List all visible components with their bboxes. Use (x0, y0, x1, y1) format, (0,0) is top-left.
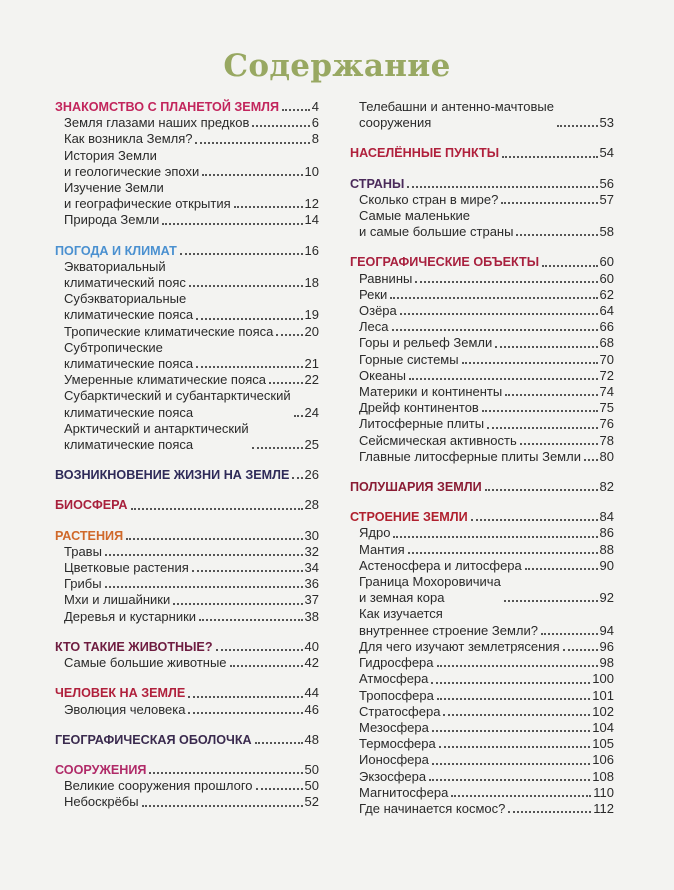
section-title: ЗНАКОМСТВО С ПЛАНЕТОЙ ЗЕМЛЯ (55, 100, 280, 114)
toc-entry[interactable] (350, 319, 614, 335)
dot-leader (105, 554, 303, 556)
toc-entry[interactable] (350, 688, 614, 704)
toc-entry[interactable] (350, 208, 614, 240)
entry-title: Самые маленькие и самые большие страны (359, 208, 514, 240)
dot-leader (485, 489, 598, 491)
page-number: 30 (304, 527, 319, 543)
page-number: 21 (304, 356, 319, 372)
entry-title: История Земли и геологические эпохи (64, 147, 200, 179)
toc-entry[interactable] (350, 671, 614, 687)
page-number: 56 (599, 175, 614, 191)
toc-section (55, 762, 319, 811)
dot-leader (189, 285, 303, 287)
entry-title: Природа Земли (64, 212, 160, 228)
section-title: СТРОЕНИЕ ЗЕМЛИ (350, 510, 468, 525)
toc-entry[interactable] (350, 416, 614, 432)
toc-entry[interactable] (55, 148, 319, 180)
page-number: 42 (304, 655, 319, 671)
dot-leader (451, 795, 591, 797)
toc-entry[interactable] (55, 340, 319, 372)
page-number: 40 (304, 638, 319, 654)
toc-entry[interactable] (350, 192, 614, 208)
dot-leader (541, 633, 598, 635)
toc-entry[interactable] (55, 592, 319, 608)
entry-title: Земля глазами наших предков (64, 115, 250, 131)
toc-entry[interactable] (55, 388, 319, 420)
page-number: 90 (599, 557, 614, 573)
toc-entry[interactable] (55, 180, 319, 212)
entry-title: Субтропические климатические пояса (64, 339, 194, 372)
dot-leader (192, 570, 303, 572)
toc-section (55, 685, 319, 717)
toc-entry[interactable] (350, 736, 614, 752)
page-number: 18 (304, 275, 319, 291)
page-number: 105 (592, 736, 614, 752)
page-number: 10 (304, 163, 319, 179)
page-number: 26 (304, 467, 319, 483)
dot-leader (407, 186, 597, 188)
toc-entry[interactable] (55, 421, 319, 453)
entry-title: Где начинается космос? (359, 800, 506, 816)
entry-title: Озёра (359, 303, 397, 319)
section-title: НАСЕЛЁННЫЕ ПУНКТЫ (350, 146, 500, 161)
page-number: 32 (304, 543, 319, 559)
toc-entry[interactable] (350, 449, 614, 465)
dot-leader (162, 223, 302, 225)
dot-leader (495, 346, 597, 348)
page-number: 80 (599, 448, 614, 464)
dot-leader (502, 156, 597, 158)
dot-leader (255, 742, 303, 744)
entry-title: Атмосфера (359, 671, 429, 687)
dot-leader (504, 600, 598, 602)
entry-title: Как возникла Земля? (64, 131, 193, 147)
page-number: 24 (304, 404, 319, 420)
toc-section (55, 99, 319, 229)
toc-section-heading[interactable] (350, 509, 614, 525)
page-number: 22 (304, 372, 319, 388)
dot-leader (202, 174, 302, 176)
dot-leader (196, 318, 302, 320)
dot-leader (431, 682, 590, 684)
dot-leader (400, 313, 598, 315)
entry-title: Эволюция человека (64, 701, 186, 717)
page-number: 25 (304, 437, 319, 453)
dot-leader (180, 253, 303, 255)
toc-entry[interactable] (350, 287, 614, 303)
page-number: 94 (599, 622, 614, 638)
dot-leader (462, 362, 598, 364)
dot-leader (188, 696, 302, 698)
page-number: 44 (304, 685, 319, 701)
entry-title: Великие сооружения прошлого (64, 778, 253, 794)
page-number: 110 (593, 784, 614, 800)
toc-section-heading[interactable] (55, 732, 319, 748)
dot-leader (429, 779, 590, 781)
page-number: 46 (304, 701, 319, 717)
page-number: 75 (599, 400, 614, 416)
toc-section-heading[interactable] (55, 639, 319, 655)
page-number: 34 (304, 560, 319, 576)
page-number: 112 (593, 800, 614, 816)
dot-leader (188, 712, 302, 714)
section-title: РАСТЕНИЯ (55, 528, 124, 543)
page-number: 100 (592, 671, 614, 687)
page-number: 58 (599, 224, 614, 240)
toc-entry[interactable] (350, 303, 614, 319)
entry-title: Арктический и антарктический климатические пояса (64, 420, 249, 453)
entry-title: Дрейф континентов (359, 400, 479, 416)
entry-title: Тропосфера (359, 687, 434, 703)
page-number: 60 (599, 270, 614, 286)
toc-entry[interactable] (350, 352, 614, 368)
section-title: СТРАНЫ (350, 176, 405, 191)
page-number: 78 (599, 432, 614, 448)
entry-title: Экваториальный климатический пояс (64, 258, 186, 291)
page-number: 53 (599, 115, 614, 131)
toc-entry[interactable] (350, 769, 614, 785)
page-number: 76 (599, 416, 614, 432)
toc-section (55, 732, 319, 748)
toc-entry[interactable] (55, 324, 319, 340)
page-number: 92 (599, 590, 614, 606)
toc-section (55, 497, 319, 513)
entry-title: Тропические климатические пояса (64, 323, 274, 339)
entry-title: Астеносфера и литосфера (359, 557, 522, 573)
entry-title: Горные системы (359, 351, 459, 367)
page-number: 66 (599, 319, 614, 335)
page-number: 20 (304, 323, 319, 339)
toc-entry[interactable] (350, 542, 614, 558)
section-title: ЧЕЛОВЕК НА ЗЕМЛЕ (55, 686, 186, 701)
dot-leader (437, 698, 590, 700)
entry-title: Субарктический и субантарктический климатические пояса (64, 388, 291, 420)
entry-title: Граница Мохоровичича и земная кора (359, 574, 501, 606)
toc-section-heading[interactable] (55, 99, 319, 115)
dot-leader (443, 714, 590, 716)
page-number: 106 (592, 752, 614, 768)
toc-section-heading[interactable] (350, 254, 614, 270)
section-title: ПОЛУШАРИЯ ЗЕМЛИ (350, 480, 482, 495)
toc-entry[interactable] (350, 384, 614, 400)
entry-title: Материки и континенты (359, 384, 503, 400)
toc-entry[interactable] (55, 560, 319, 576)
toc-section-heading[interactable] (55, 467, 319, 483)
entry-title: Экзосфера (359, 768, 427, 784)
toc-entry[interactable] (350, 433, 614, 449)
toc-entry[interactable] (55, 609, 319, 625)
page-number: 50 (304, 761, 319, 777)
toc-entry[interactable] (350, 99, 614, 131)
toc-section (55, 467, 319, 483)
dot-leader (563, 649, 598, 651)
dot-leader (230, 665, 303, 667)
entry-title: Океаны (359, 367, 406, 383)
dot-leader (584, 459, 598, 461)
entry-title: Субэкваториальные климатические пояса (64, 291, 194, 323)
toc-entry[interactable] (350, 639, 614, 655)
toc-section-heading[interactable] (55, 685, 319, 701)
entry-title: Для чего изучают землетрясения (359, 638, 560, 654)
toc-section-heading[interactable] (350, 479, 614, 495)
toc-column-right (350, 99, 614, 817)
dot-leader (471, 519, 598, 521)
toc-section (350, 99, 614, 131)
toc-entry[interactable] (55, 576, 319, 592)
entry-title: Термосфера (359, 736, 436, 752)
toc-section-heading[interactable] (350, 176, 614, 192)
entry-title: Леса (359, 319, 389, 335)
dot-leader (199, 619, 302, 621)
page-number: 98 (599, 655, 614, 671)
dot-leader (173, 603, 302, 605)
toc-entry[interactable] (350, 368, 614, 384)
toc-entry[interactable] (55, 131, 319, 147)
entry-title: Гидросфера (359, 655, 434, 671)
page-number: 82 (599, 479, 614, 495)
dot-leader (415, 281, 597, 283)
page-number: 108 (592, 768, 614, 784)
dot-leader (482, 410, 598, 412)
dot-leader (252, 125, 309, 127)
entry-title: Главные литосферные плиты Земли (359, 448, 581, 464)
page-number: 54 (599, 145, 614, 161)
toc-section (55, 243, 319, 454)
page-number: 19 (304, 307, 319, 323)
toc-entry[interactable] (350, 785, 614, 801)
dot-leader (276, 334, 302, 336)
toc-section (55, 639, 319, 671)
toc-entry[interactable] (55, 259, 319, 291)
entry-title: Цветковые растения (64, 560, 189, 576)
toc-entry[interactable] (350, 720, 614, 736)
section-title: ГЕОГРАФИЧЕСКАЯ ОБОЛОЧКА (55, 732, 252, 747)
toc-entry[interactable] (350, 606, 614, 638)
page-number: 104 (592, 719, 614, 735)
dot-leader (393, 536, 597, 538)
toc-entry[interactable] (55, 212, 319, 228)
dot-leader (196, 366, 302, 368)
page-number: 38 (304, 608, 319, 624)
dot-leader (487, 427, 597, 429)
dot-leader (294, 415, 303, 417)
page-number: 72 (599, 367, 614, 383)
dot-leader (542, 265, 597, 267)
page-number: 64 (599, 303, 614, 319)
toc-entry[interactable] (350, 525, 614, 541)
entry-title: Умеренные климатические пояса (64, 372, 266, 388)
entry-title: Как изучается внутреннее строение Земли? (359, 606, 538, 638)
entry-title: Деревья и кустарники (64, 608, 197, 624)
toc-section (55, 528, 319, 625)
toc-section (350, 254, 614, 465)
dot-leader (390, 297, 597, 299)
entry-title: Самые большие животные (64, 655, 227, 671)
entry-title: Мхи и лишайники (64, 592, 171, 608)
toc-section-heading[interactable] (55, 528, 319, 544)
page-number: 14 (304, 212, 319, 228)
page-number: 101 (592, 687, 614, 703)
toc-entry[interactable] (55, 115, 319, 131)
dot-leader (234, 206, 303, 208)
dot-leader (149, 772, 302, 774)
dot-leader (256, 788, 303, 790)
entry-title: Магнитосфера (359, 784, 449, 800)
dot-leader (520, 443, 598, 445)
dot-leader (105, 586, 303, 588)
page-number: 28 (304, 497, 319, 513)
toc-section-heading[interactable] (350, 145, 614, 161)
entry-title: Изучение Земли и географические открытия (64, 180, 231, 212)
toc-entry[interactable] (350, 558, 614, 574)
dot-leader (195, 142, 309, 144)
entry-title: Мантия (359, 541, 405, 557)
page-number: 6 (311, 115, 319, 131)
dot-leader (269, 382, 303, 384)
page-number: 57 (599, 191, 614, 207)
dot-leader (505, 394, 597, 396)
page-number: 8 (311, 131, 319, 147)
dot-leader (557, 125, 598, 127)
page-number: 37 (304, 592, 319, 608)
entry-title: Мезосфера (359, 719, 429, 735)
dot-leader (131, 508, 303, 510)
page-number: 36 (304, 576, 319, 592)
page-number: 52 (304, 794, 319, 810)
toc-entry[interactable] (350, 655, 614, 671)
toc-column-left (55, 99, 319, 811)
dot-leader (408, 552, 598, 554)
toc-entry[interactable] (55, 544, 319, 560)
entry-title: Реки (359, 286, 388, 302)
entry-title: Горы и рельеф Земли (359, 335, 493, 351)
entry-title: Равнины (359, 270, 413, 286)
toc-entry[interactable] (55, 372, 319, 388)
page-number: 60 (599, 254, 614, 270)
toc-section (350, 509, 614, 817)
section-title: СООРУЖЕНИЯ (55, 762, 147, 777)
entry-title: Ядро (359, 525, 391, 541)
toc-entry[interactable] (350, 574, 614, 606)
page-number: 12 (304, 196, 319, 212)
page-number: 86 (599, 525, 614, 541)
entry-title: Сколько стран в мире? (359, 191, 499, 207)
dot-leader (282, 109, 310, 111)
dot-leader (508, 811, 591, 813)
toc-entry[interactable] (55, 291, 319, 323)
toc-entry[interactable] (350, 335, 614, 351)
dot-leader (501, 202, 597, 204)
page-title: Содержание (223, 48, 451, 84)
page-number: 74 (599, 384, 614, 400)
entry-title: Грибы (64, 576, 102, 592)
entry-title: Литосферные плиты (359, 416, 485, 432)
dot-leader (292, 477, 302, 479)
toc-entry[interactable] (350, 400, 614, 416)
toc-entry[interactable] (55, 702, 319, 718)
page-number: 102 (592, 703, 614, 719)
dot-leader (142, 805, 303, 807)
page-number: 48 (304, 731, 319, 747)
dot-leader (516, 234, 597, 236)
entry-title: Телебашни и антенно-мачтовые сооружения (359, 99, 554, 131)
page-number: 88 (599, 541, 614, 557)
page-number: 96 (599, 638, 614, 654)
section-title: КТО ТАКИЕ ЖИВОТНЫЕ? (55, 639, 213, 654)
dot-leader (437, 665, 598, 667)
toc-entry[interactable] (55, 655, 319, 671)
section-title: ПОГОДА И КЛИМАТ (55, 243, 177, 258)
dot-leader (216, 649, 303, 651)
dot-leader (126, 538, 302, 540)
section-title: ВОЗНИКНОВЕНИЕ ЖИЗНИ НА ЗЕМЛЕ (55, 468, 290, 483)
dot-leader (409, 378, 598, 380)
toc-section-heading[interactable] (55, 497, 319, 513)
page-number: 62 (599, 286, 614, 302)
dot-leader (252, 447, 303, 449)
page-number: 84 (599, 509, 614, 525)
page-number: 16 (304, 242, 319, 258)
dot-leader (432, 763, 590, 765)
toc-entry[interactable] (55, 778, 319, 794)
page-number: 4 (311, 99, 319, 114)
page-number: 68 (599, 335, 614, 351)
toc-entry[interactable] (350, 704, 614, 720)
dot-leader (432, 730, 590, 732)
entry-title: Ионосфера (359, 752, 429, 768)
page-number: 50 (304, 778, 319, 794)
dot-leader (392, 329, 598, 331)
toc-section (350, 479, 614, 495)
toc-entry[interactable] (350, 271, 614, 287)
toc-entry[interactable] (350, 752, 614, 768)
toc-section-heading[interactable] (55, 243, 319, 259)
dot-leader (525, 568, 598, 570)
toc-entry[interactable] (350, 801, 614, 817)
toc-section (350, 176, 614, 241)
entry-title: Сейсмическая активность (359, 432, 517, 448)
entry-title: Стратосфера (359, 703, 441, 719)
toc-entry[interactable] (55, 794, 319, 810)
section-title: БИОСФЕРА (55, 498, 128, 513)
entry-title: Травы (64, 543, 102, 559)
toc-section (350, 145, 614, 161)
page-number: 70 (599, 351, 614, 367)
entry-title: Небоскрёбы (64, 794, 139, 810)
toc-section-heading[interactable] (55, 762, 319, 778)
section-title: ГЕОГРАФИЧЕСКИЕ ОБЪЕКТЫ (350, 255, 540, 270)
dot-leader (439, 746, 591, 748)
